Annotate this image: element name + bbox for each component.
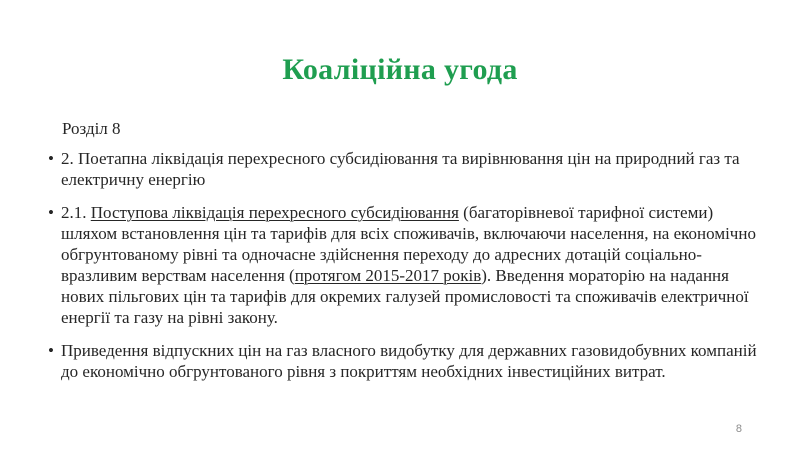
bullet-item bbox=[48, 148, 760, 190]
slide-title: Коаліційна угода bbox=[282, 53, 518, 86]
page-number: 8 bbox=[735, 423, 742, 435]
bullet-text: 2. Поетапна ліквідація перехресного субсидіювання та вирівнювання цін на природний газ та електричну енергію bbox=[61, 149, 740, 189]
underlined-phrase: Поступова ліквідація перехресного субсидіювання bbox=[90, 203, 459, 222]
underlined-period: протягом 2015-2017 років bbox=[294, 266, 482, 285]
bullet-dot-icon: • bbox=[48, 203, 54, 222]
slide-body bbox=[48, 118, 760, 394]
bullet-text-end: ). Введення мораторію на надання нових пільгових цін та тарифів для окремих галузей промисловості та споживачів електричної енергії та газу на рівні закону. bbox=[61, 266, 749, 327]
bullet-item bbox=[48, 202, 760, 328]
bullet-dot-icon: • bbox=[48, 341, 54, 360]
bullet-dot-icon: • bbox=[48, 149, 54, 168]
section-label: Розділ 8 bbox=[62, 119, 121, 138]
bullet-item bbox=[48, 340, 760, 382]
bullet-text: (багаторівневої тарифної системи) шляхом встановлення цін та тарифів для всіх споживачів, включаючи населення, на економічно обгрунтованому рівні та одночасне здійснення переходу до адресних дотацій соціально-вразливим верствам населення ( bbox=[61, 203, 756, 285]
bullet-text: Приведення відпускних цін на газ власного видобутку для державних газовидобувних компаній до економічно обгрунтованого рівня з покриттям необхідних інвестиційних витрат. bbox=[61, 341, 757, 381]
bullet-prefix: 2.1. bbox=[61, 203, 91, 222]
